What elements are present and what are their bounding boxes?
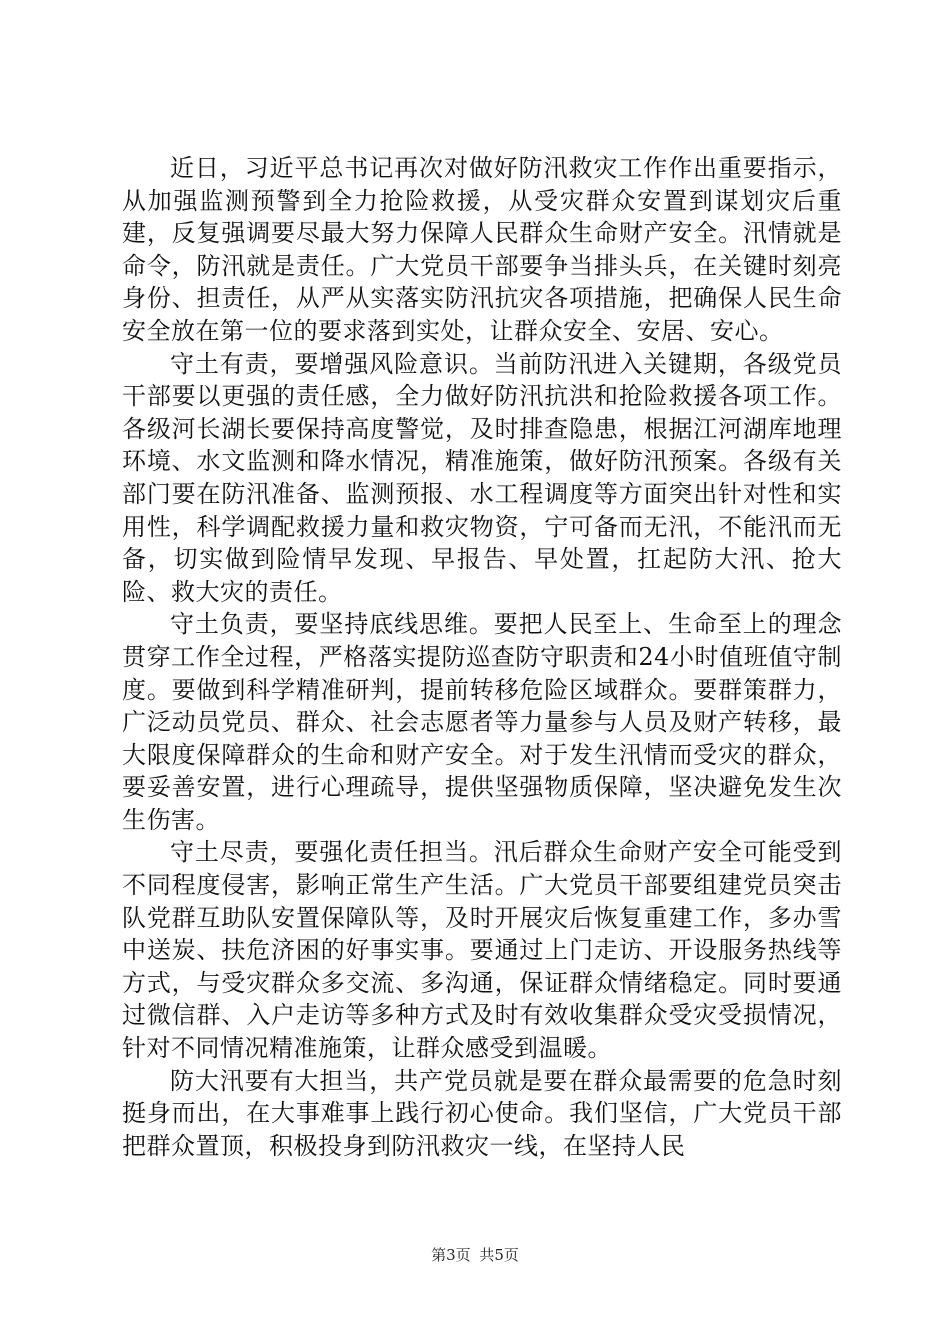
paragraph-conclusion: 防大汛要有大担当，共产党员就是要在群众最需要的危急时刻挺身而出，在大事难事上践行初心使命。我们坚信，广大党员干部把群众置顶，积极投身到防汛救灾一线，在坚持人民 [122,1066,842,1160]
paragraph-risk-awareness: 守土有责，要增强风险意识。当前防汛进入关键期，各级党员干部要以更强的责任感，全力做好防汛抗洪和抢险救援各项工作。各级河长湖长要保持高度警觉，及时排查隐患，根据江河湖库地理环境、水文监测和降水情况，精准施策，做好防汛预案。各级有关部门要在防汛准备、监测预报、水工程调度等方面突出针对性和实用性，科学调配救援力量和救灾物资，宁可备而无汛，不能汛而无备，切实做到险情早发现、早报告、早处置，扛起防大汛、抢大险、救大灾的责任。 [122,349,842,606]
page-footer [0,1244,950,1265]
page-total: 共5页 [479,1246,519,1264]
document-body [122,152,842,1162]
paragraph-responsibility: 守土尽责，要强化责任担当。汛后群众生命财产安全可能受到不同程度侵害，影响正常生产生活。广大党员干部要组建党员突击队党群互助队安置保障队等，及时开展灾后恢复重建工作，多办雪中送炭、扶危济困的好事实事。要通过上门走访、开设服务热线等方式，与受灾群众多交流、多沟通，保证群众情绪稳定。同时要通过微信群、入户走访等多种方式及时有效收集群众受灾受损情况，针对不同情况精准施策，让群众感受到温暖。 [122,838,842,1063]
paragraph-intro: 近日，习近平总书记再次对做好防汛救灾工作作出重要指示，从加强监测预警到全力抢险救援，从受灾群众安置到谋划灾后重建，反复强调要尽最大努力保障人民群众生命财产安全。汛情就是命令，防汛就是责任。广大党员干部要争当排头兵，在关键时刻亮身份、担责任，从严从实落实防汛抗灾各项措施，把确保人民生命安全放在第一位的要求落到实处，让群众安全、安居、安心。 [122,154,842,345]
paragraph-bottom-line: 守土负责，要坚持底线思维。要把人民至上、生命至上的理念贯穿工作全过程，严格落实提防巡查防守职责和24小时值班值守制度。要做到科学精准研判，提前转移危险区域群众。要群策群力，广泛动员党员、群众、社会志愿者等力量参与人员及财产转移，最大限度保障群众的生命和财产安全。对于发生汛情而受灾的群众，要妥善安置，进行心理疏导，提供坚强物质保障，坚决避免发生次生伤害。 [122,610,842,834]
page-number: 第3页 [431,1246,471,1264]
